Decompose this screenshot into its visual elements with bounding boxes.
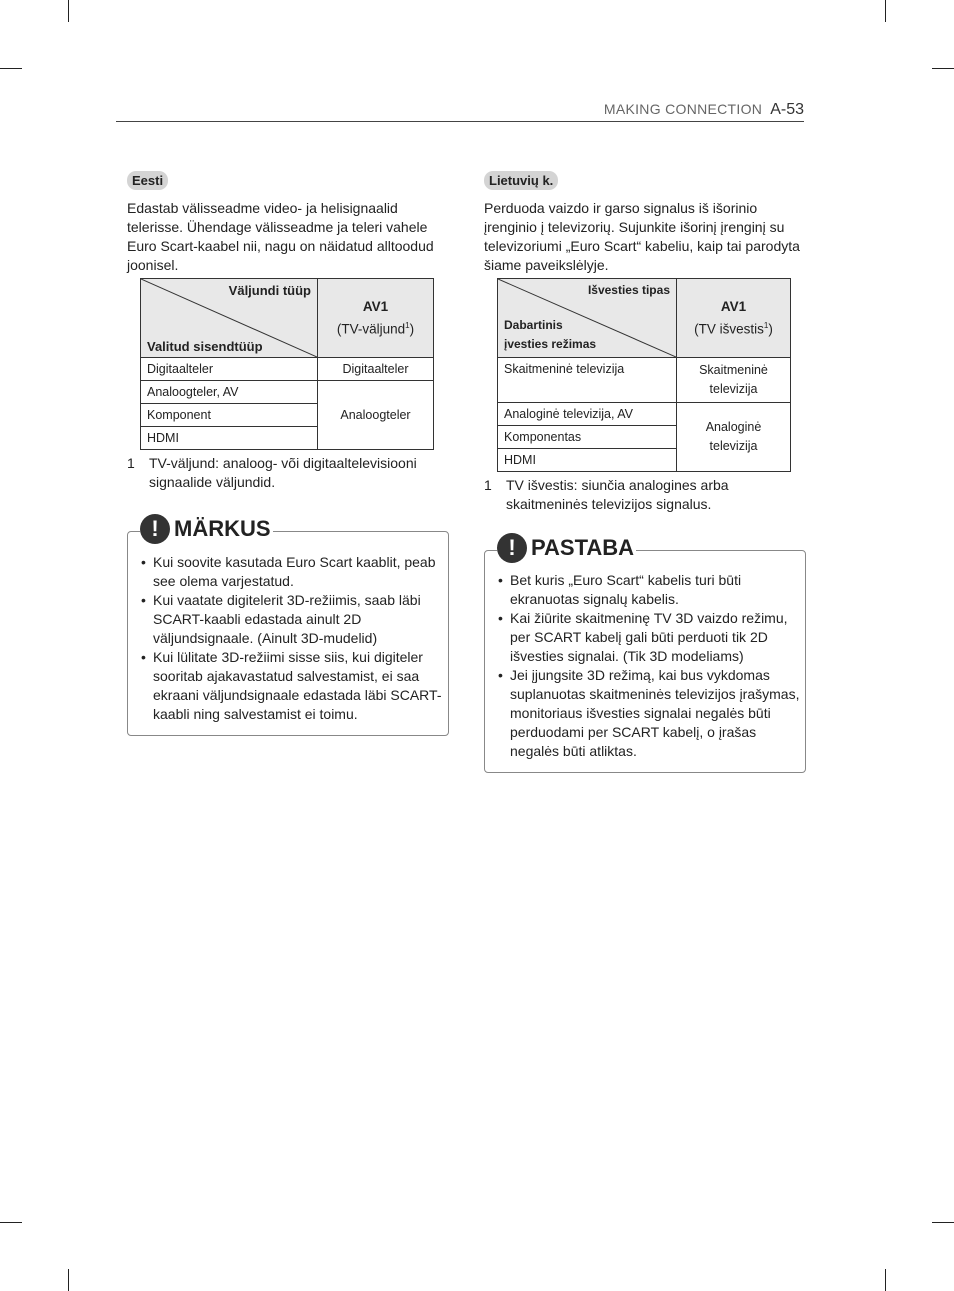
table-row-label: Komponentas [498,426,677,449]
note-box-estonian [127,516,449,736]
language-tag: Eesti [127,171,168,190]
input-type-label: Valitud sisendtüüp [147,339,263,354]
connection-table [497,278,791,472]
footnote-text: TV išvestis: siunčia analogines arba skaitmeninės televizijos signalus. [506,477,729,512]
crop-mark [932,1222,954,1223]
av1-close: ) [768,321,773,337]
note-item: • Jei įjungsite 3D režimą, kai bus vykdomas suplanuotas skaitmeninės televizijos įrašymas, monitoriaus išvesties signalai negalės būti perduodami per SCART kabelį, o įrašas negalės būti atliktas. [485,666,805,761]
note-item: • Kui soovite kasutada Euro Scart kaablit, peab see olema varjestatud. [128,553,448,591]
input-mode-line-1: Dabartinis [504,318,563,332]
note-title: MÄRKUS [174,516,271,541]
crop-mark [885,1269,886,1291]
table-diagonal-header [141,279,318,358]
input-mode-line-2: įvesties režimas [504,337,597,351]
av1-close: ) [409,321,415,337]
footnote [127,454,449,492]
footnote-ref: 1 [763,321,769,331]
connection-table [140,278,434,450]
av1-sub: (TV išvestis [694,321,764,337]
table-row-label: Digitaalteler [141,358,318,381]
page-header [604,101,804,119]
table-row-label: HDMI [498,449,677,472]
table-row-label: Analoginė televizija, AV [498,403,677,426]
footnote [484,476,806,514]
crop-mark [68,1269,69,1291]
crop-mark [0,1222,22,1223]
footnote-number: 1 [484,477,492,493]
estonian-column [127,171,449,492]
table-row-label: Analoogteler, AV [141,381,318,404]
intro-text: Perduoda vaizdo ir garso signalus iš išorinio įrenginio į televizorių. Sujunkite išorinį įrenginį su televizoriumi „Euro Scart“ kabeliu, kaip tai parodyta šiame paveikslėlyje. [484,200,800,273]
table-output-cell: Digitaalteler [318,358,434,381]
intro-text: Edastab välisseadme video- ja helisignaalid telerisse. Ühendage välisseadme ja teleri vahele Euro Scart-kaabel nii, nagu on näidatud alltoodud joonisel. [127,200,434,273]
note-list [128,553,448,724]
note-item: • Kui lülitate 3D-režiimi sisse siis, kui digiteler sooritab ajakavastatud salvestamist, ei saa ekraani väljundsignaale edastada läbi SCART-kaabli ning salvestamist ei toimu. [128,648,448,724]
crop-mark [68,0,69,22]
av1-header [677,279,791,358]
av1-label: AV1 [720,299,747,315]
av1-header [318,279,434,358]
lithuanian-column [484,171,806,514]
crop-mark [885,0,886,22]
note-title-group [497,533,636,563]
av1-sub: (TV-väljund [336,321,406,337]
note-title-group [140,514,273,544]
output-type-label: Väljundi tüüp [228,283,311,298]
note-title: PASTABA [531,535,635,560]
footnote-ref: 1 [405,321,410,331]
footnote-text: TV-väljund: analoog- või digitaaltelevisiooni signaalide väljundid. [149,455,417,490]
table-row-label: Skaitmeninė televizija [498,358,677,403]
crop-mark [932,68,954,69]
crop-mark [0,68,22,69]
table-output-cell: Analoginė televizija [677,403,791,472]
input-mode-label [504,316,596,354]
language-tag: Lietuvių k. [484,171,558,190]
footnote-number: 1 [127,455,135,471]
note-list [485,571,805,761]
table-row-label: HDMI [141,427,318,450]
note-box-lithuanian [484,535,806,773]
page-number: A-53 [770,101,804,118]
note-item: • Bet kuris „Euro Scart“ kabelis turi būti ekranuotas signalų kabelis. [485,571,805,609]
table-output-cell: Analoogteler [318,381,434,450]
header-rule [116,121,804,122]
output-type-label: Išvesties tipas [587,283,670,297]
exclamation-icon: ! [497,533,527,563]
table-output-cell: Skaitmeninė televizija [677,358,791,403]
exclamation-icon: ! [140,514,170,544]
section-title: MAKING CONNECTION [603,101,763,117]
av1-label: AV1 [362,299,389,315]
note-item: • Kai žiūrite skaitmeninę TV 3D vaizdo režimu, per SCART kabelį gali būti perduoti tik 2D išvesties signalai. (Tik 3D modeliams) [485,609,805,666]
table-diagonal-header [498,279,677,358]
note-item: • Kui vaatate digitelerit 3D-režiimis, saab läbi SCART-kaabli edastada ainult 2D väljundsignaale. (Ainult 3D-mudelid) [128,591,448,648]
table-row-label: Komponent [141,404,318,427]
